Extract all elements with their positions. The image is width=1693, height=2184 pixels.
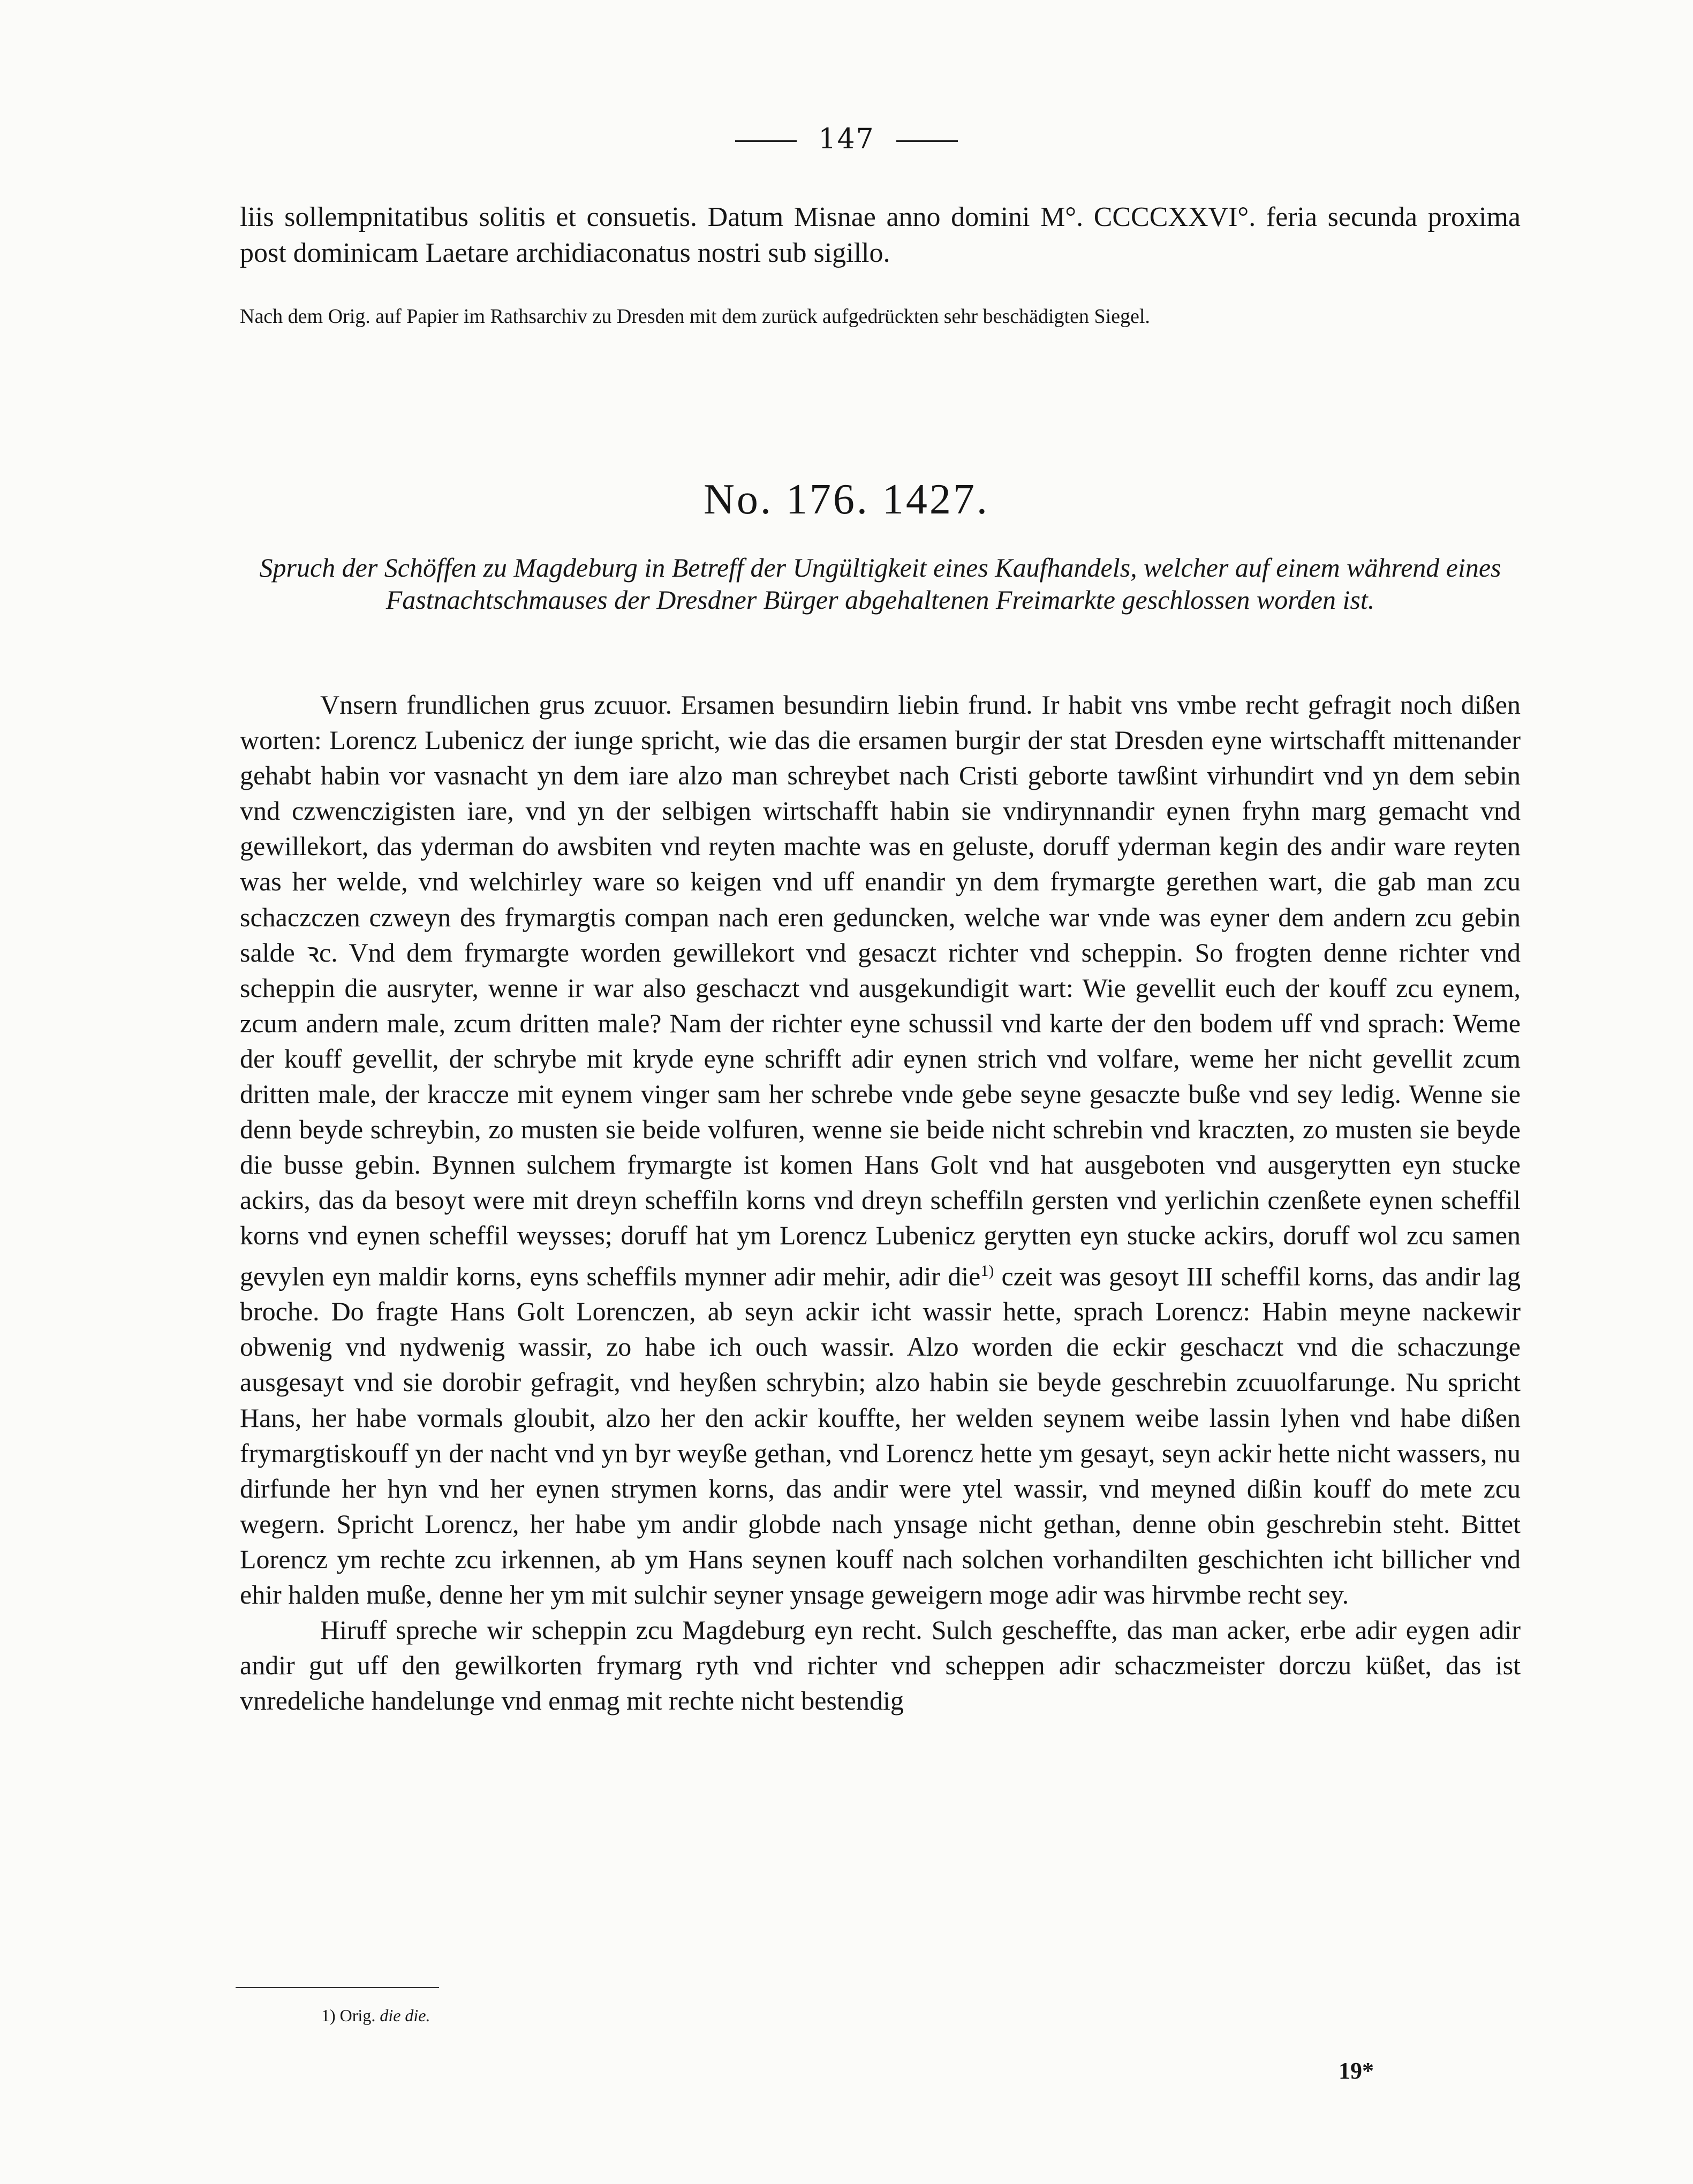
signature-mark: 19*: [1339, 2058, 1374, 2084]
main-text: [240, 687, 1521, 1718]
header-rule-left: [735, 140, 797, 142]
header-rule-right: [896, 140, 958, 142]
footnote: [321, 2006, 430, 2026]
document-title: No. 176. 1427.: [704, 476, 989, 523]
footnote-rule: [236, 1987, 439, 1988]
footnote-marker: 1): [980, 1261, 994, 1280]
page-header: [0, 123, 1693, 155]
paragraph-1-part-1: Vnsern frundlichen grus zcuuor. Ersamen besundirn liebin frund. Ir habit vns vmbe recht gefragit noch dißen worten: Lorencz Lubenicz der iunge spricht, wie das die ersamen burgir der stat Dresden eyne wirtschafft mittenander gehabt habin vor vasnacht yn dem iare alzo man schreybet nach Cristi geborte tawßint virhundirt vnd yn dem sebin vnd czwenczigisten iare, vnd yn der selbigen wirtschafft habin sie vndirynnandir eynen fryhn marg gemacht vnd gewillekort, das yderman do awsbiten vnd reyten machte was en geluste, doruff yderman kegin des andir ware reyten was her welde, vnd welchirley ware so keigen vnd uff enandir yn dem frymargte gerethen wart, die gab man zcu schaczczen czweyn des frymargtis compan nach eren geduncken, welche war vnde was eyner dem andern zcu gebin salde ꝛc. Vnd dem frymargte worden gewillekort vnd gesaczt richter vnd scheppin. So frogten denne richter vnd scheppin die ausryter, wenne ir war also geschaczt vnd ausgekundigit wart: Wie gevellit euch der kouff zcu eynem, zcum andern male, zcum dritten male? Nam der richter eyne schussil vnd karte der den bodem uff vnd sprach: Weme der kouff gevellit, der schrybe mit kryde eyne schrifft adir eynen strich vnd volfare, weme her nicht gevellit zcum dritten male, der kraccze mit eynem vinger sam her schrebe vnde gebe seyne gesaczte buße vnd sey ledig. Wenne sie denn beyde schreybin, zo musten sie beide volfuren, wenne sie beide nicht schrebin vnd kraczten, zo musten sie beyde die busse gebin. Bynnen sulchem frymargte ist komen Hans Golt vnd hat ausgeboten vnd ausgerytten eyn stucke ackirs, das da besoyt were mit dreyn scheffiln korns vnd dreyn scheffiln gersten vnd yerlichin czenßete eynen scheffil korns vnd eynen scheffil weysses; doruff hat ym Lorencz Lubenicz gerytten eyn stucke ackirs, doruff wol zcu samen gevylen eyn maldir korns, eyns scheffils mynner adir mehir, adir die: [240, 690, 1521, 1291]
paragraph-1-part-2: czeit was gesoyt III scheffil korns, das andir lag broche. Do fragte Hans Golt Lorenczen, ab seyn ackir icht wassir hette, sprach Lorencz: Habin meyne nackewir obwenig vnd nydwenig wassir, zo habe ich ouch wassir. Alzo worden die eckir geschaczt vnd die schaczunge ausgesayt vnd sie dorobir gefragit, vnd heyßen schrybin; alzo habin sie beyde geschrebin zcuuolfarunge. Nu spricht Hans, her habe vormals gloubit, alzo her den ackir kouffte, her welden seynem weibe lassin lyhen vnd habe dißen frymargtiskouff yn der nacht vnd yn byr weyße gethan, vnd Lorencz hette ym gesayt, seyn ackir hette nicht wassers, nu dirfunde her hyn vnd her eynen strymen korns, das andir were ytel wassir, vnd meyned dißin kouff do mete zcu wegern. Spricht Lorencz, her habe ym andir globde nach ynsage nicht gethan, denne obin geschrebin steht. Bittet Lorencz ym rechte zcu irkennen, ab ym Hans seynen kouff nach solchen vorhandilten geschichten icht billicher vnd ehir halden muße, denne her ym mit sulchir seyner ynsage geweigern moge adir was hirvmbe recht sey.: [240, 1261, 1521, 1609]
footnote-label: 1) Orig.: [321, 2006, 376, 2025]
top-paragraph: liis sollempnitatibus solitis et consuetis. Datum Misnae anno domini M°. CCCCXXVI°. feria secunda proxima post dominicam Laetare archidiaconatus nostri sub sigillo.: [240, 202, 1521, 268]
page-number: 147: [818, 123, 875, 155]
footnote-text: die die.: [380, 2006, 430, 2025]
main-paragraph-2: Hiruff spreche wir scheppin zcu Magdeburg eyn recht. Sulch gescheffte, das man acker, erbe adir eygen adir andir gut uff den gewilkorten frymarg ryth vnd richter vnd scheppen adir schaczmeister dorczu küßet, das ist vnredeliche handelunge vnd enmag mit rechte nicht bestendig: [240, 1615, 1521, 1716]
source-note: Nach dem Orig. auf Papier im Rathsarchiv zu Dresden mit dem zurück aufgedrückten sehr beschädigten Siegel.: [240, 305, 1150, 328]
main-paragraph-1: [240, 687, 1521, 1612]
document-summary: Spruch der Schöffen zu Magdeburg in Betreff der Ungültigkeit eines Kaufhandels, welcher auf einem während eines Fastnachtschmauses der Dresdner Bürger abgehaltenen Freimarkte geschlossen worden ist.: [259, 553, 1501, 615]
